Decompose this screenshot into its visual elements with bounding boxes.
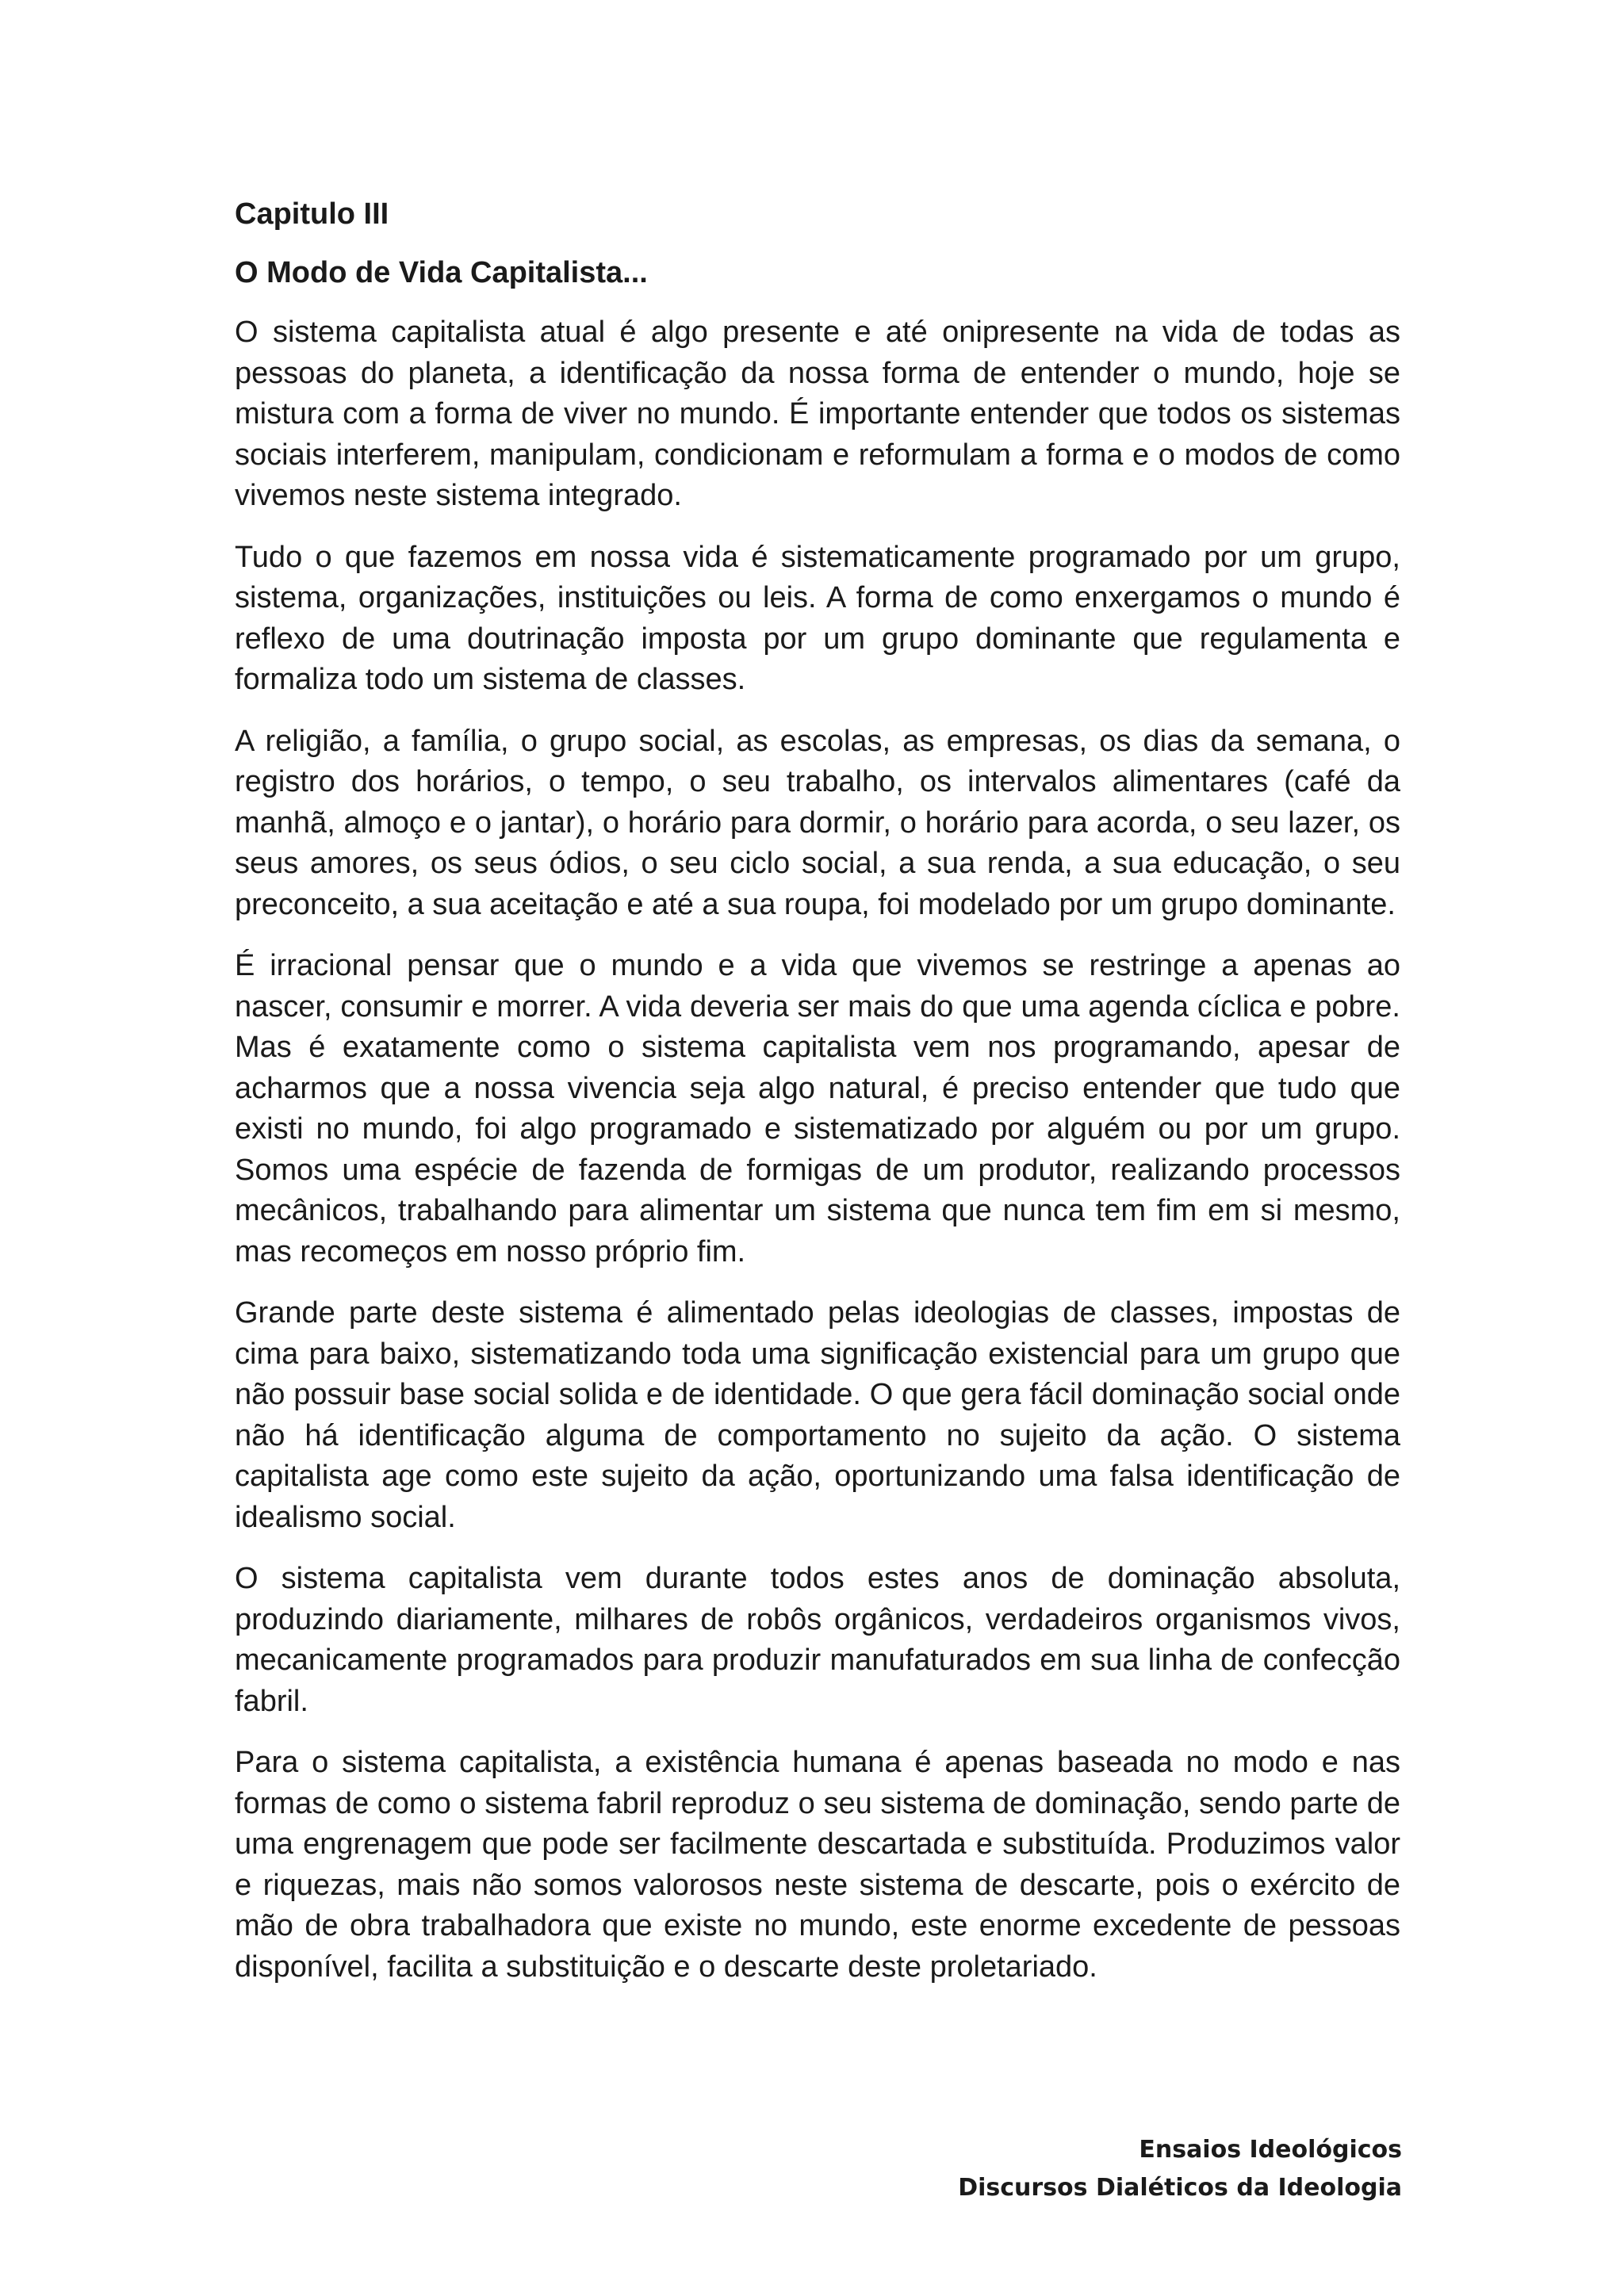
- footer-book-title: Ensaios Ideológicos: [1139, 2136, 1402, 2164]
- paragraph-5: Grande parte deste sistema é alimentado pelas ideologias de classes, impostas de cima para baixo, sistematizando toda uma significação existencial para um grupo que não possuir base social solida e de identidade. O que gera fácil dominação social onde não há identificação alguma de comportamento no sujeito da ação. O sistema capitalista age como este sujeito da ação, oportunizando uma falsa identificação de idealismo social.: [235, 1296, 1400, 1534]
- paragraph-2: Tudo o que fazemos em nossa vida é sistematicamente programado por um grupo, sistema, organizações, instituições ou leis. A forma de como enxergamos o mundo é reflexo de uma doutrinação imposta por um grupo dominante que regulamenta e formaliza todo um sistema de classes.: [235, 540, 1400, 696]
- main-text-block: [235, 193, 1400, 2008]
- page-footer: [958, 2131, 1402, 2207]
- footer-book-subtitle: Discursos Dialéticos da Ideologia: [958, 2174, 1402, 2202]
- paragraph-6: O sistema capitalista vem durante todos estes anos de dominação absoluta, produzindo diariamente, milhares de robôs orgânicos, verdadeiros organismos vivos, mecanicamente programados para produzir manufaturados em sua linha de confecção fabril.: [235, 1562, 1400, 1718]
- paragraph-1: O sistema capitalista atual é algo presente e até onipresente na vida de todas as pessoas do planeta, a identificação da nossa forma de entender o mundo, hoje se mistura com a forma de viver no mundo. É importante entender que todos os sistemas sociais interferem, manipulam, condicionam e reformulam a forma e o modos de como vivemos neste sistema integrado.: [235, 316, 1400, 512]
- chapter-title: O Modo de Vida Capitalista...: [235, 256, 648, 289]
- paragraph-7: Para o sistema capitalista, a existência humana é apenas baseada no modo e nas formas de como o sistema fabril reproduz o seu sistema de dominação, sendo parte de uma engrenagem que pode ser facilmente descartada e substituída. Produzimos valor e riquezas, mais não somos valorosos neste sistema de descarte, pois o exército de mão de obra trabalhadora que existe no mundo, este enorme excedente de pessoas disponível, facilita a substituição e o descarte deste proletariado.: [235, 1746, 1400, 1984]
- paragraph-3: A religião, a família, o grupo social, as escolas, as empresas, os dias da semana, o registro dos horários, o tempo, o seu trabalho, os intervalos alimentares (café da manhã, almoço e o jantar), o horário para dormir, o horário para acorda, o seu lazer, os seus amores, os seus ódios, o seu ciclo social, a sua renda, a sua educação, o seu preconceito, a sua aceitação e até a sua roupa, foi modelado por um grupo dominante.: [235, 724, 1400, 921]
- chapter-number: Capitulo III: [235, 197, 389, 231]
- paragraph-4: É irracional pensar que o mundo e a vida que vivemos se restringe a apenas ao nascer, consumir e morrer. A vida deveria ser mais do que uma agenda cíclica e pobre. Mas é exatamente como o sistema capitalista vem nos programando, apesar de acharmos que a nossa vivencia seja algo natural, é preciso entender que tudo que existi no mundo, foi algo programado e sistematizado por alguém ou por um grupo. Somos uma espécie de fazenda de formigas de um produtor, realizando processos mecânicos, trabalhando para alimentar um sistema que nunca tem fim em si mesmo, mas recomeços em nosso próprio fim.: [235, 949, 1400, 1269]
